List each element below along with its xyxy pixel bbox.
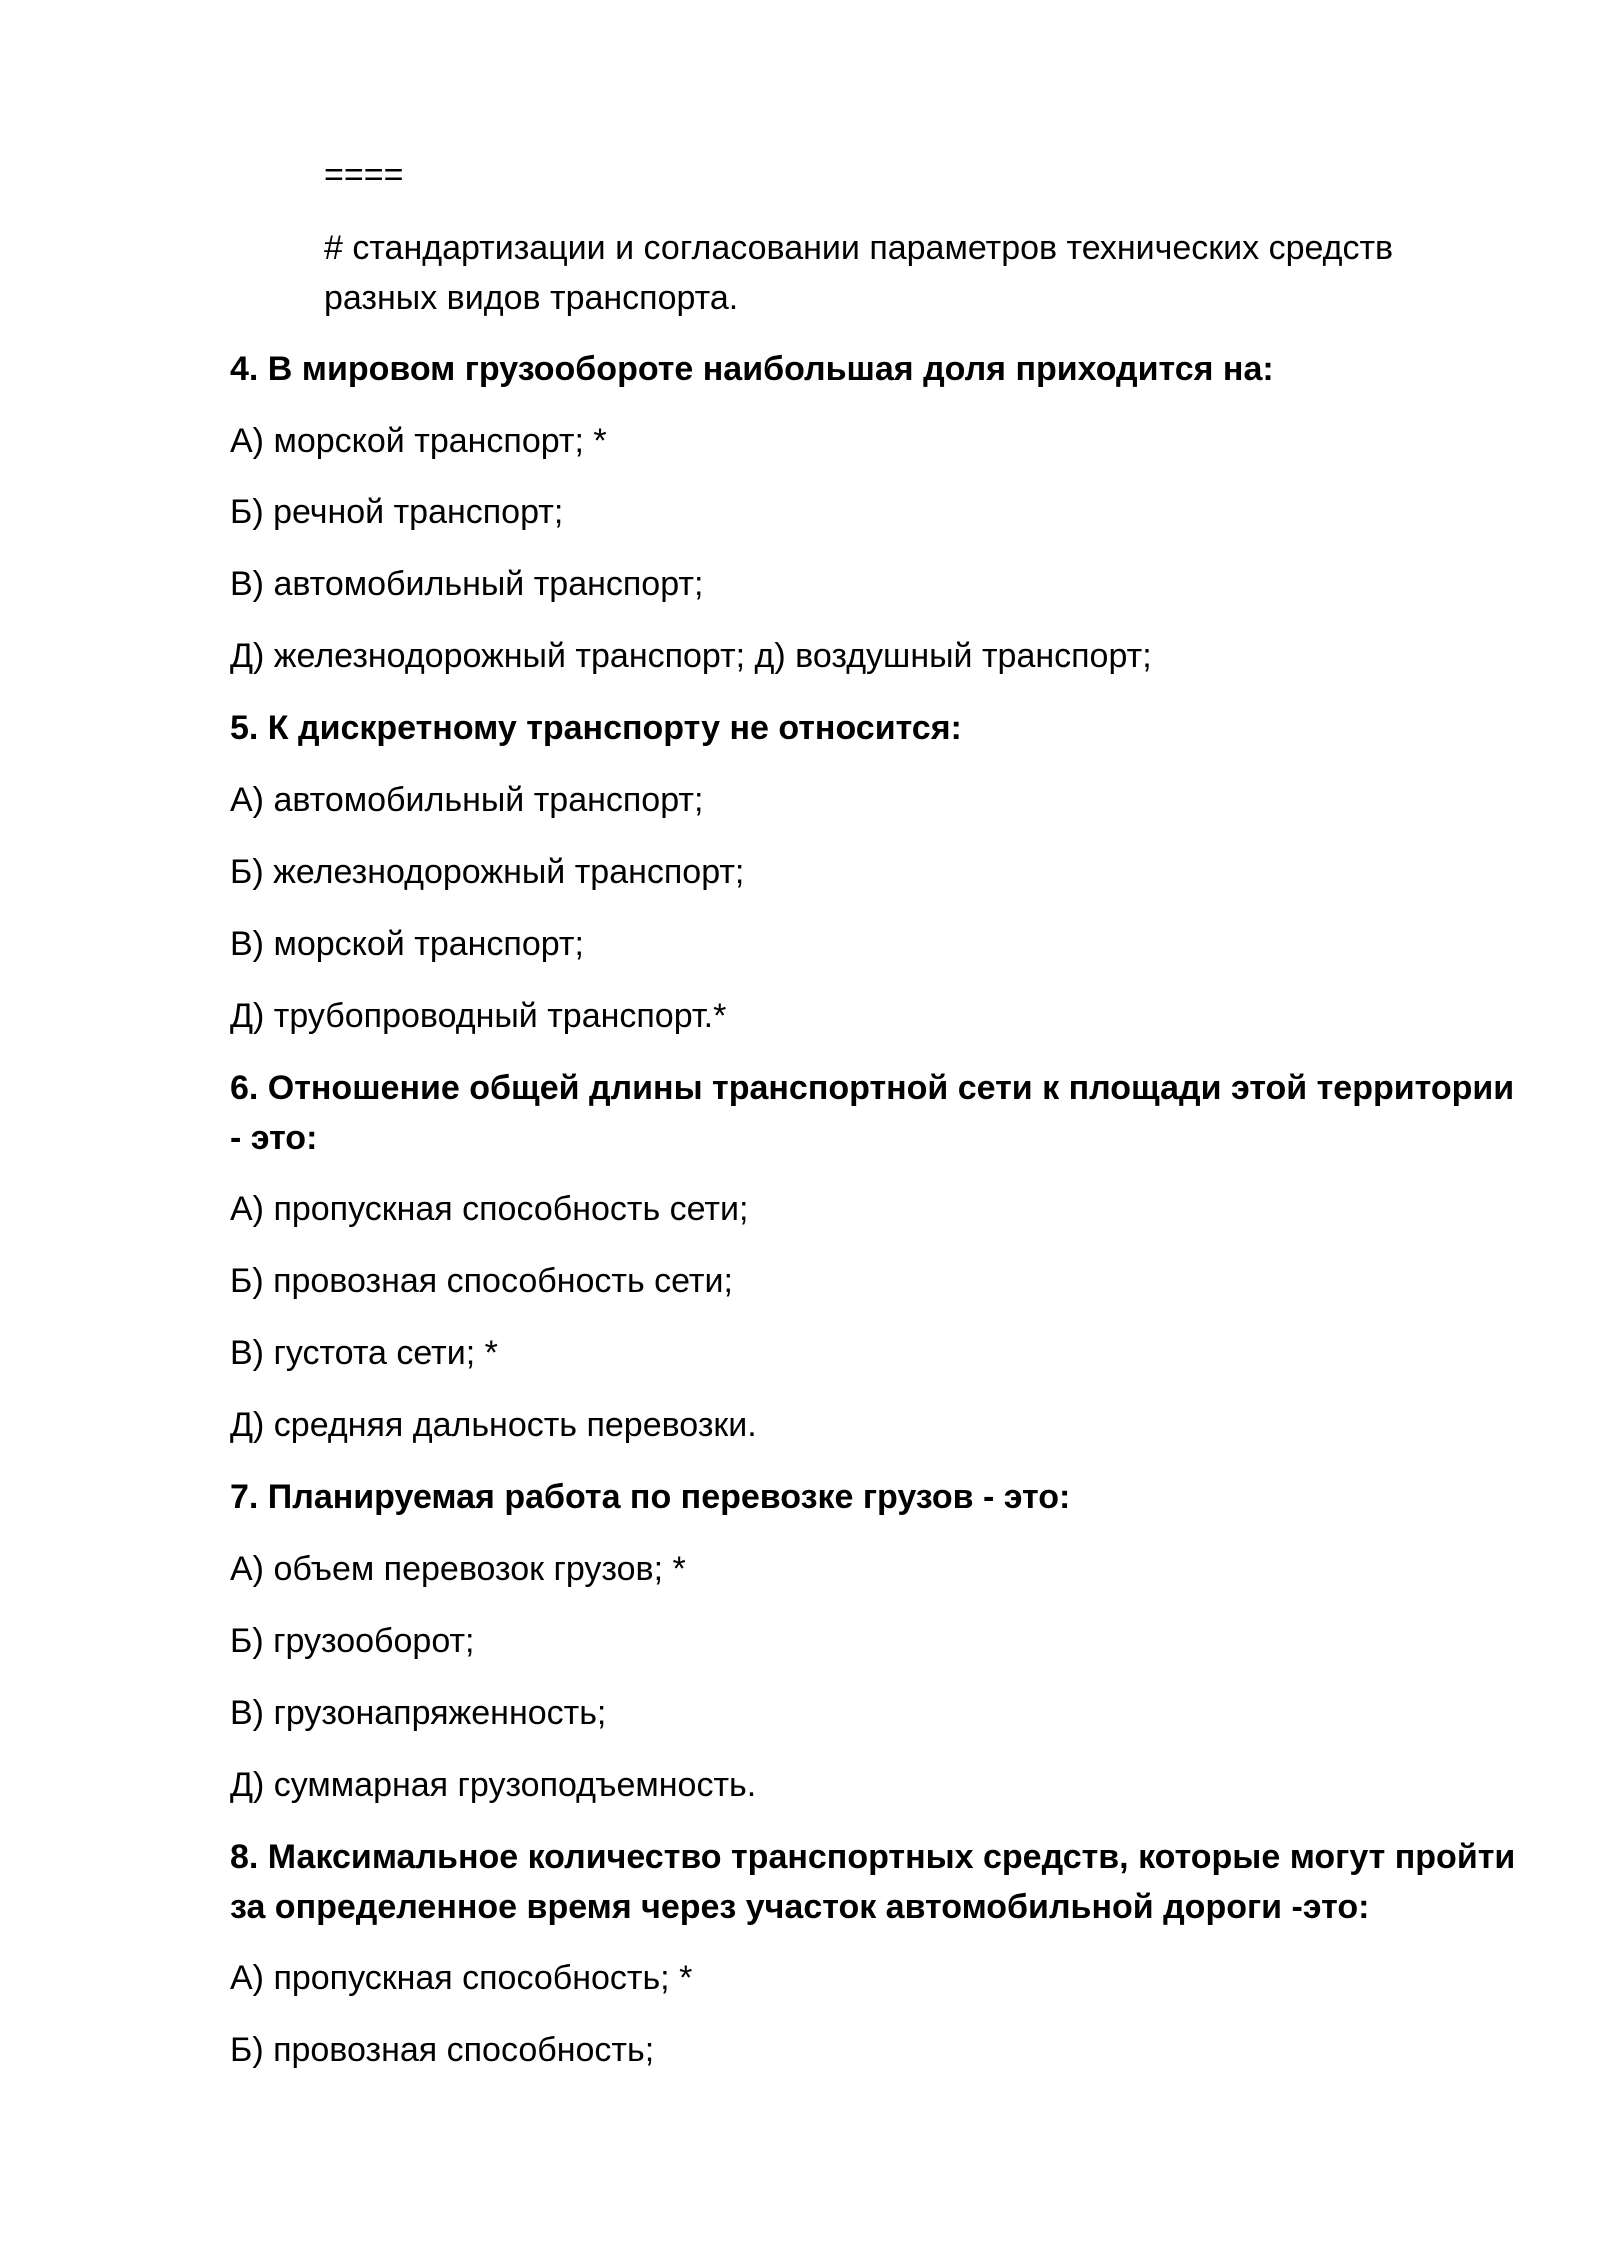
question-4-option-b: Б) речной транспорт; [230,493,564,531]
question-8-option-b: Б) провозная способность; [230,2031,655,2069]
question-5-title: 5. К дискретному транспорту не относится: [230,709,962,747]
question-6-option-d: Д) средняя дальность перевозки. [230,1406,757,1444]
question-7-option-d: Д) суммарная грузоподъемность. [230,1766,757,1804]
question-8-title-line-1: 8. Максимальное количество транспортных средств, которые могут пройти [230,1838,1516,1876]
question-6-option-v: В) густота сети; * [230,1334,498,1372]
question-5-option-v: В) морской транспорт; [230,925,584,963]
question-6-title-line-1: 6. Отношение общей длины транспортной сети к площади этой территории [230,1069,1515,1107]
question-8-title-line-2: за определенное время через участок автомобильной дороги -это: [230,1888,1370,1926]
question-7-title: 7. Планируемая работа по перевозке грузов - это: [230,1478,1071,1516]
question-5-option-d: Д) трубопроводный транспорт.* [230,997,727,1035]
question-4-title: 4. В мировом грузообороте наибольшая доля приходится на: [230,350,1274,388]
question-5-option-a: А) автомобильный транспорт; [230,781,704,819]
answer-text-line-1: # стандартизации и согласовании параметров технических средств [324,229,1394,267]
question-4-option-a: А) морской транспорт; * [230,422,607,460]
question-7-option-v: В) грузонапряженность; [230,1694,607,1732]
question-7-option-a: А) объем перевозок грузов; * [230,1550,686,1588]
separator-text: ==== [324,156,404,194]
question-6-option-a: А) пропускная способность сети; [230,1190,749,1228]
question-8-option-a: А) пропускная способность; * [230,1959,693,1997]
question-6-option-b: Б) провозная способность сети; [230,1262,733,1300]
question-4-option-v: В) автомобильный транспорт; [230,565,704,603]
question-6-title-line-2: - это: [230,1119,318,1157]
question-4-option-d: Д) железнодорожный транспорт; д) воздушный транспорт; [230,637,1152,675]
question-7-option-b: Б) грузооборот; [230,1622,475,1660]
question-5-option-b: Б) железнодорожный транспорт; [230,853,745,891]
answer-text-line-2: разных видов транспорта. [324,279,739,317]
